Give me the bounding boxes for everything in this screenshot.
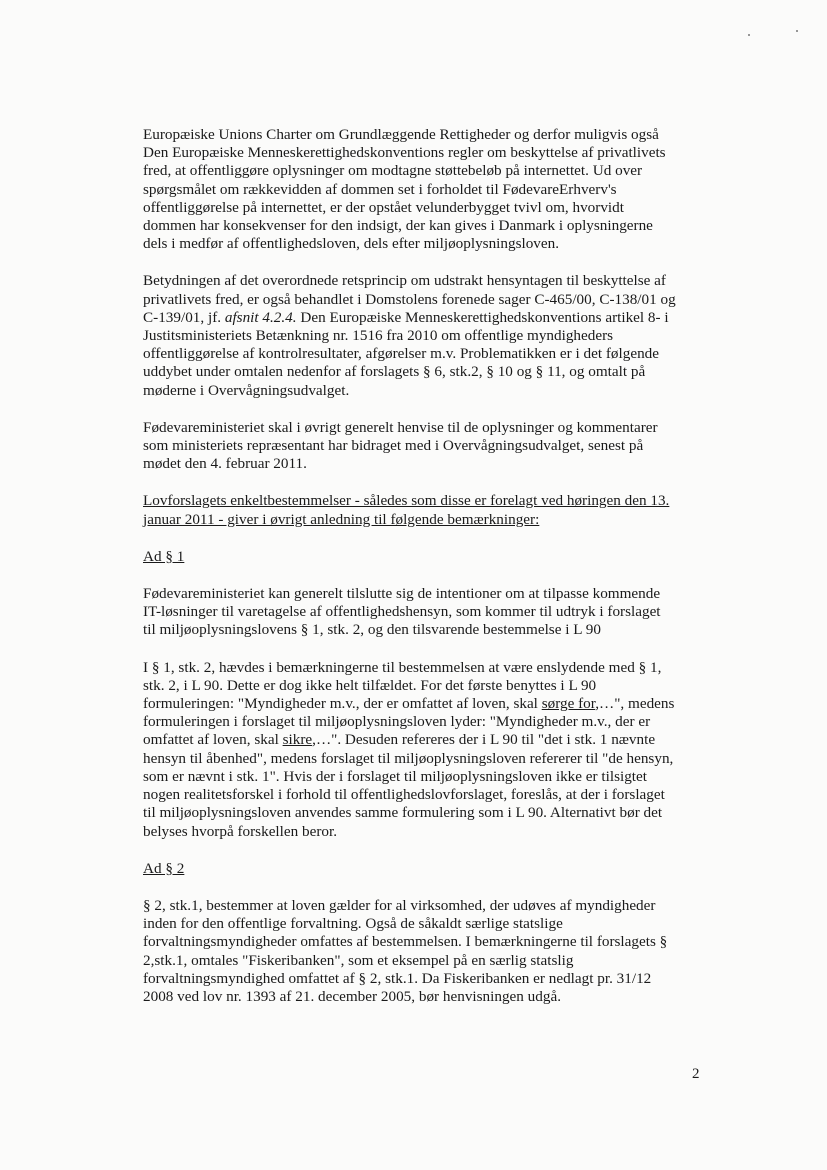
section-reference: afsnit 4.2.4. [224, 308, 297, 326]
text-line: 2,stk.1, omtales "Fiskeribanken", som et eksempel på en særlig statslig [143, 951, 574, 969]
text-line: Europæiske Unions Charter om Grundlæggende Rettigheder og derfor muligvis også [143, 126, 659, 143]
text-line: dommen har konsekvenser for den indsigt, der kan gives i Danmark i oplysningerne [143, 217, 653, 235]
page-number: 2 [692, 1066, 700, 1082]
text-line: § 2, stk.1, bestemmer at loven gælder for al virksomhed, der udøves af myndigheder [143, 896, 656, 914]
text-segment: ,…", medens [595, 695, 675, 713]
text-line: møderne i Overvågningsudvalget. [143, 381, 350, 399]
ad-section-1-heading [143, 548, 705, 566]
text-line [143, 731, 705, 749]
text-line: forvaltningsmyndighed omfattet af § 2, stk.1. Da Fiskeribanken er nedlagt pr. 31/12 [143, 969, 652, 987]
text-line: til miljøoplysningsloven anvendes samme formulering som i L 90. Alternativt bør det [143, 804, 663, 822]
text-line: inden for den offentlige forvaltning. Også de såkaldt særlige statslige [143, 915, 563, 933]
text-line: offentliggørelse på internettet, er der opstået velunderbygget tvivl om, hvorvidt [143, 198, 624, 216]
text-line: Den Europæiske Menneskerettighedskonventions regler om beskyttelse af privatlivets [143, 144, 666, 162]
text-line [143, 695, 705, 713]
text-line: dels i medfør af offentlighedsloven, dels efter miljøoplysningsloven. [143, 235, 560, 253]
text-line: hensyn til åbenhed", medens forslaget til miljøoplysningsloven refererer til "de hensyn, [143, 749, 674, 767]
text-segment: Den Europæiske Menneskerettighedskonventions artikel 8- i [296, 308, 669, 326]
text-line: til miljøoplysningslovens § 1, stk. 2, og den tilsvarende bestemmelse i L 90 [143, 621, 601, 639]
text-line: IT-løsninger til varetagelse af offentlighedshensyn, som kommer til udtryk i forslaget [143, 603, 661, 621]
text-line: mødet den 4. februar 2011. [143, 455, 307, 473]
text-line: I § 1, stk. 2, hævdes i bemærkningerne til bestemmelsen at være enslydende med § 1, [143, 658, 662, 676]
text-line: nogen realitetsforskel i forhold til offentlighedslovforslaget, foreslås, at der i forslaget [143, 786, 665, 804]
paragraph-ministry-reference [143, 419, 705, 474]
paragraph-charter [143, 126, 705, 253]
page-body [143, 126, 705, 1025]
text-segment: omfattet af loven, skal [143, 731, 283, 749]
scan-speck [748, 34, 750, 36]
text-line: stk. 2, i L 90. Dette er dog ikke helt tilfældet. For det første benyttes i L 90 [143, 676, 597, 694]
text-line: privatlivets fred, er også behandlet i Domstolens forenede sager C-465/00, C-138/01 og [143, 290, 676, 308]
paragraph-section-1-analysis [143, 659, 705, 841]
text-line: uddybet under omtalen nedenfor af forslagets § 6, stk.2, § 10 og § 11, og omtalt på [143, 363, 646, 381]
text-line: Fødevareministeriet skal i øvrigt generelt henvise til de oplysninger og kommentarer [143, 418, 658, 436]
ad-section-2-heading [143, 860, 705, 878]
text-line: Fødevareministeriet kan generelt tilslutte sig de intentioner om at tilpasse kommende [143, 585, 661, 603]
text-line: belyses hvorpå forskellen beror. [143, 822, 338, 840]
paragraph-privacy-principle [143, 272, 705, 399]
text-line: som ministeriets repræsentant har bidraget med i Overvågningsudvalget, senest på [143, 437, 644, 455]
text-segment: formuleringen: "Myndigheder m.v., der er omfattet af loven, skal [143, 695, 542, 713]
text-line [143, 309, 705, 327]
text-segment: C-139/01, jf. [143, 308, 225, 326]
underlined-term: sikre [282, 731, 313, 749]
text-line: Lovforslagets enkeltbestemmelser - således som disse er forelagt ved høringen den 13. [143, 492, 670, 510]
paragraph-it-solutions [143, 585, 705, 640]
text-line: formuleringen i forslaget til miljøoplysningsloven lyder: "Myndigheder m.v., der er [143, 713, 651, 731]
paragraph-section-2-analysis [143, 897, 705, 1006]
text-line: spørgsmålet om rækkevidden af dommen set i forholdet til FødevareErhverv's [143, 180, 617, 198]
text-line: Ad § 2 [143, 859, 185, 877]
scan-speck [796, 30, 798, 32]
text-line: forvaltningsmyndigheder omfattes af bestemmelsen. I bemærkningerne til forslagets § [143, 933, 668, 951]
text-line: som er nævnt i stk. 1". Hvis der i forslaget til miljøoplysningsloven ikke er tilsigtet [143, 767, 647, 785]
text-line: offentliggørelse af kontrolresultater, afgørelser m.v. Problematikken er i det følgende [143, 345, 660, 363]
text-line: Ad § 1 [143, 547, 185, 565]
text-line: Betydningen af det overordnede retsprincip om udstrakt hensyntagen til beskyttelse af [143, 272, 666, 290]
underlined-term: sørge for [541, 695, 596, 713]
text-line: fred, at offentliggøre oplysninger om modtagne støttebeløb på internettet. Ud over [143, 162, 643, 180]
section-heading [143, 492, 705, 528]
text-line: januar 2011 - giver i øvrigt anledning til følgende bemærkninger: [143, 510, 540, 528]
text-segment: ,…". Desuden refereres der i L 90 til "det i stk. 1 nævnte [312, 731, 656, 749]
text-line: 2008 ved lov nr. 1393 af 21. december 2005, bør henvisningen udgå. [143, 987, 561, 1005]
text-line: Justitsministeriets Betænkning nr. 1516 fra 2010 om offentlige myndigheders [143, 327, 614, 345]
